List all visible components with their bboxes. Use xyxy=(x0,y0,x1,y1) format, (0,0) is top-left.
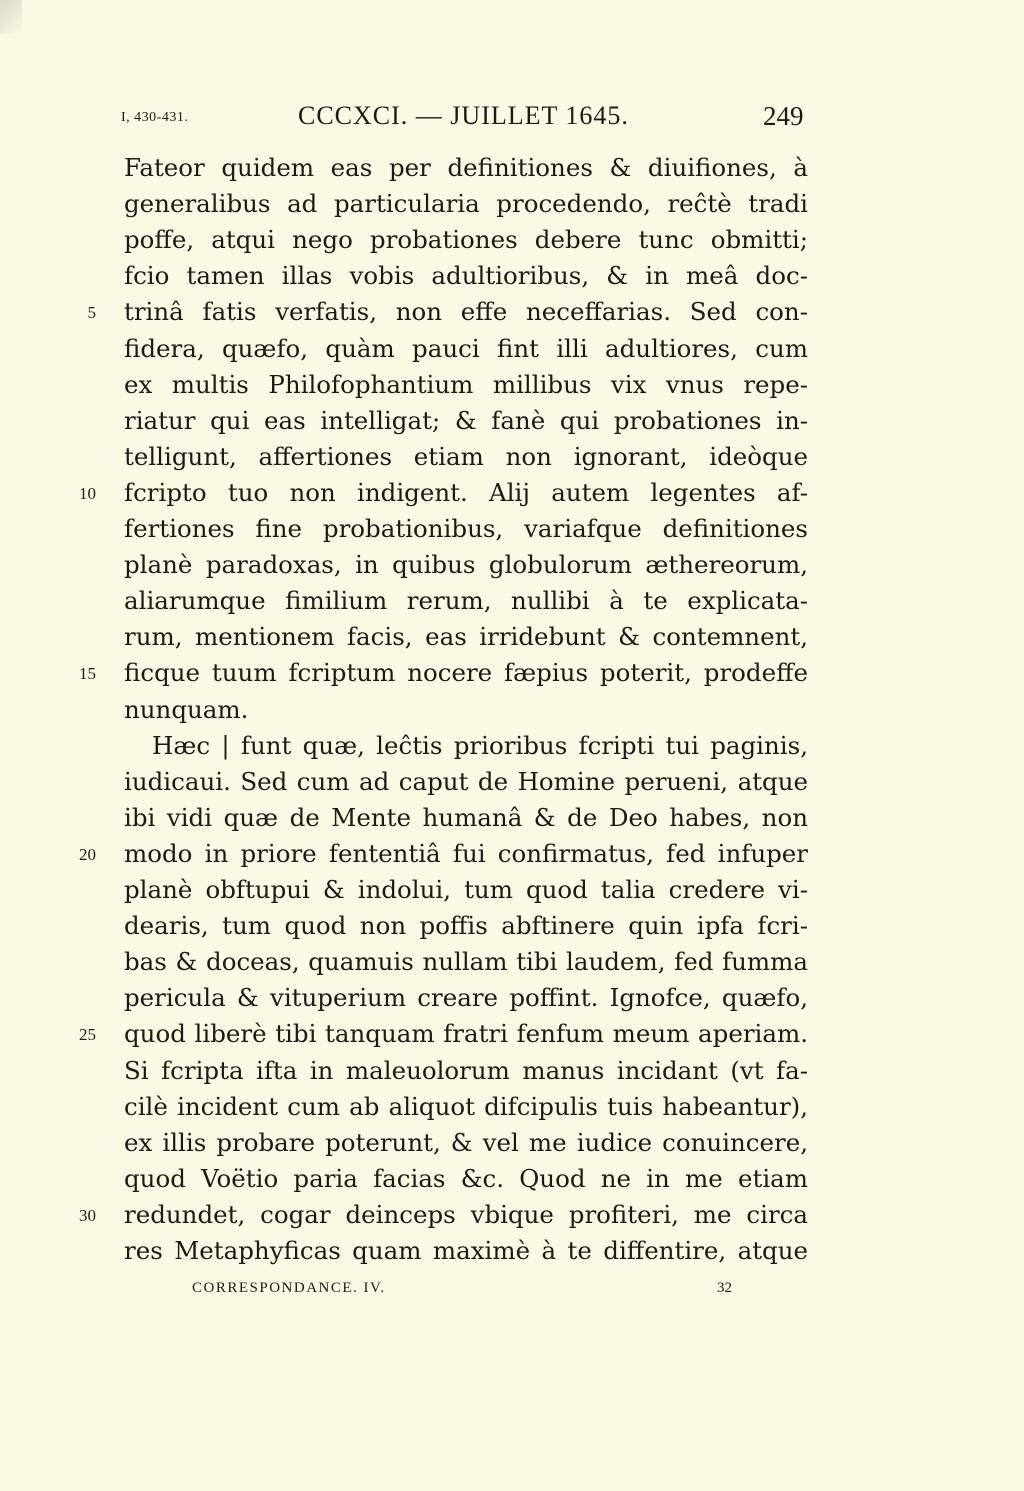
line-number: 15 xyxy=(79,664,96,683)
line-number: 5 xyxy=(87,303,96,322)
text-line: quod Voëtio paria facias &c. Quod ne in me etiam xyxy=(124,1164,808,1193)
text-line: pericula & vituperium creare poffint. Ignofce, quæfo, xyxy=(124,983,808,1012)
text-line: res Metaphyficas quam maximè à te diffentire, atque xyxy=(124,1236,808,1265)
text-line: nunquam. xyxy=(124,695,249,724)
text-line: riatur qui eas intelligat; & fanè qui probationes in- xyxy=(124,406,808,435)
page-corner-shadow xyxy=(0,0,22,34)
text-line: dearis, tum quod non poffis abftinere quin ipfa fcri- xyxy=(124,911,808,940)
text-line: fcripto tuo non indigent. Alij autem legentes af- xyxy=(124,478,808,507)
text-line: Si fcripta ifta in maleuolorum manus incidant (vt fa- xyxy=(124,1056,808,1085)
running-header xyxy=(0,98,1024,138)
text-line: ficque tuum fcriptum nocere fæpius poterit, prodeffe xyxy=(124,658,808,687)
page-number: 249 xyxy=(763,101,804,131)
text-line: fidera, quæfo, quàm pauci fint illi adultiores, cum xyxy=(124,334,808,363)
text-line: ibi vidi quæ de Mente humanâ & de Deo habes, non xyxy=(124,803,808,832)
text-line: modo in priore fententiâ fui confirmatus, fed infuper xyxy=(124,839,808,868)
text-line: fcio tamen illas vobis adultioribus, & in meâ doc- xyxy=(124,261,808,290)
text-line: bas & doceas, quamuis nullam tibi laudem, fed fumma xyxy=(124,947,808,976)
page-footer xyxy=(0,1280,1024,1304)
text-line: planè paradoxas, in quibus globulorum æthereorum, xyxy=(124,550,808,579)
line-number: 10 xyxy=(79,484,96,503)
gathering-number: 32 xyxy=(717,1280,732,1296)
text-line: rum, mentionem facis, eas irridebunt & contemnent, xyxy=(124,622,808,651)
signature-mark: CORRESPONDANCE. IV. xyxy=(192,1280,386,1296)
text-line: trinâ fatis verfatis, non effe neceffarias. Sed con- xyxy=(124,297,808,326)
line-number: 20 xyxy=(79,845,96,864)
volume-reference: I, 430-431. xyxy=(121,110,189,125)
line-number: 25 xyxy=(79,1025,96,1044)
line-number: 30 xyxy=(79,1206,96,1225)
text-line: cilè incident cum ab aliquot difcipulis tuis habeantur), xyxy=(124,1092,808,1121)
text-line: fertiones fine probationibus, variafque definitiones xyxy=(124,514,808,543)
text-line: generalibus ad particularia procedendo, reĉtè tradi xyxy=(124,189,808,218)
text-line: ex multis Philofophantium millibus vix vnus repe- xyxy=(124,370,808,399)
text-line: Fateor quidem eas per definitiones & diuifiones, à xyxy=(124,153,808,182)
text-line: poffe, atqui nego probationes debere tunc obmitti; xyxy=(124,225,808,254)
text-line: iudicaui. Sed cum ad caput de Homine perueni, atque xyxy=(124,767,808,796)
text-line: quod liberè tibi tanquam fratri fenfum meum aperiam. xyxy=(124,1019,808,1048)
letter-title: CCCXCI. — JUILLET 1645. xyxy=(298,101,629,130)
text-line: ex illis probare poterunt, & vel me iudice conuincere, xyxy=(124,1128,808,1157)
text-line: planè obftupui & indolui, tum quod talia credere vi- xyxy=(124,875,808,904)
text-line: redundet, cogar deinceps vbique profiteri, me circa xyxy=(124,1200,808,1229)
text-line: aliarumque fimilium rerum, nullibi à te explicata- xyxy=(124,586,808,615)
text-line: telligunt, affertiones etiam non ignorant, ideòque xyxy=(124,442,808,471)
text-line: Hæc | funt quæ, leĉtis prioribus fcripti tui paginis, xyxy=(152,731,808,760)
